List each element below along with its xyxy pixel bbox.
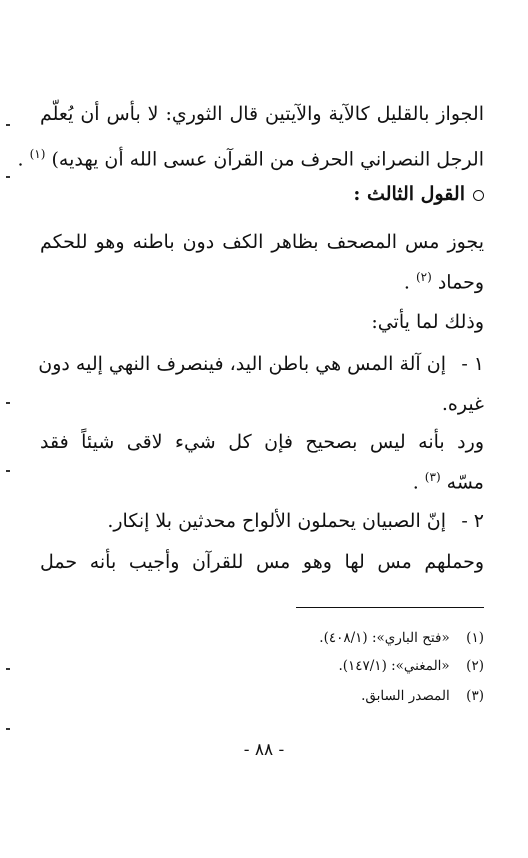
body-line — [40, 228, 484, 256]
list-item-line — [442, 390, 484, 418]
heading-text: القول الثالث : — [353, 183, 465, 205]
scan-mark — [6, 728, 10, 730]
text-line: مسّه — [446, 471, 484, 494]
body-line — [40, 428, 484, 456]
body-line — [404, 263, 484, 296]
list-number: ٢ - — [461, 510, 484, 532]
footnote-number: (١) — [466, 630, 484, 646]
list-number: ١ - — [461, 353, 484, 375]
punctuation: . — [403, 271, 416, 294]
scan-mark — [6, 124, 10, 126]
punctuation: . — [17, 148, 30, 171]
text-line: وذلك لما يأتي: — [371, 311, 484, 333]
text-line: إنّ الصبيان يحملون الألواح محدثين بلا إنكار. — [107, 510, 446, 532]
footnote-text: «فتح الباري»: (٤٠٨/١). — [319, 630, 450, 646]
footnote-reference: (٣) — [424, 470, 441, 484]
footnote-number: (٣) — [466, 688, 484, 704]
body-line — [371, 308, 484, 336]
footnote — [338, 656, 484, 676]
scan-mark — [6, 176, 10, 178]
text-line: الجواز بالقليل كالآية والآيتين قال الثوري: لا بأس أن يُعلّم — [40, 103, 484, 125]
punctuation: . — [412, 471, 425, 494]
scan-mark — [6, 668, 10, 670]
text-line: يجوز مس المصحف بظاهر الكف دون باطنه وهو للحكم — [40, 231, 484, 253]
text-line: الرجل النصراني الحرف من القرآن عسى الله أن يهديه) — [51, 148, 484, 171]
body-line — [413, 463, 484, 496]
body-line — [40, 100, 484, 128]
footnote-number: (٢) — [466, 658, 484, 674]
circle-bullet-icon — [473, 190, 484, 201]
text-line: ورد بأنه ليس بصحيح فإن كل شيء لاقى شيئاً فقد — [40, 431, 484, 453]
text-line: غيره. — [441, 393, 484, 415]
footnote-text: المصدر السابق. — [361, 688, 450, 704]
footnote-reference: (١) — [29, 147, 46, 161]
footnote-separator — [296, 607, 484, 608]
text-line: إن آلة المس هي باطن اليد، فينصرف النهي إليه دون — [38, 353, 446, 375]
list-item-line — [40, 350, 446, 378]
text-line: وحملهم مس لها وهو مس للقرآن وأجيب بأنه حمل — [40, 551, 484, 573]
footnote — [319, 628, 484, 648]
body-line — [18, 140, 485, 173]
scan-mark — [6, 470, 10, 472]
section-heading — [353, 180, 484, 208]
footnote-text: «المغني»: (١٤٧/١). — [338, 658, 450, 674]
list-item-line — [107, 507, 446, 535]
body-line — [40, 548, 484, 576]
scan-mark — [6, 402, 10, 404]
footnote — [361, 686, 484, 706]
text-line: وحماد — [437, 271, 484, 294]
page-number: - ٨٨ - — [243, 740, 285, 760]
footnote-reference: (٢) — [415, 270, 432, 284]
